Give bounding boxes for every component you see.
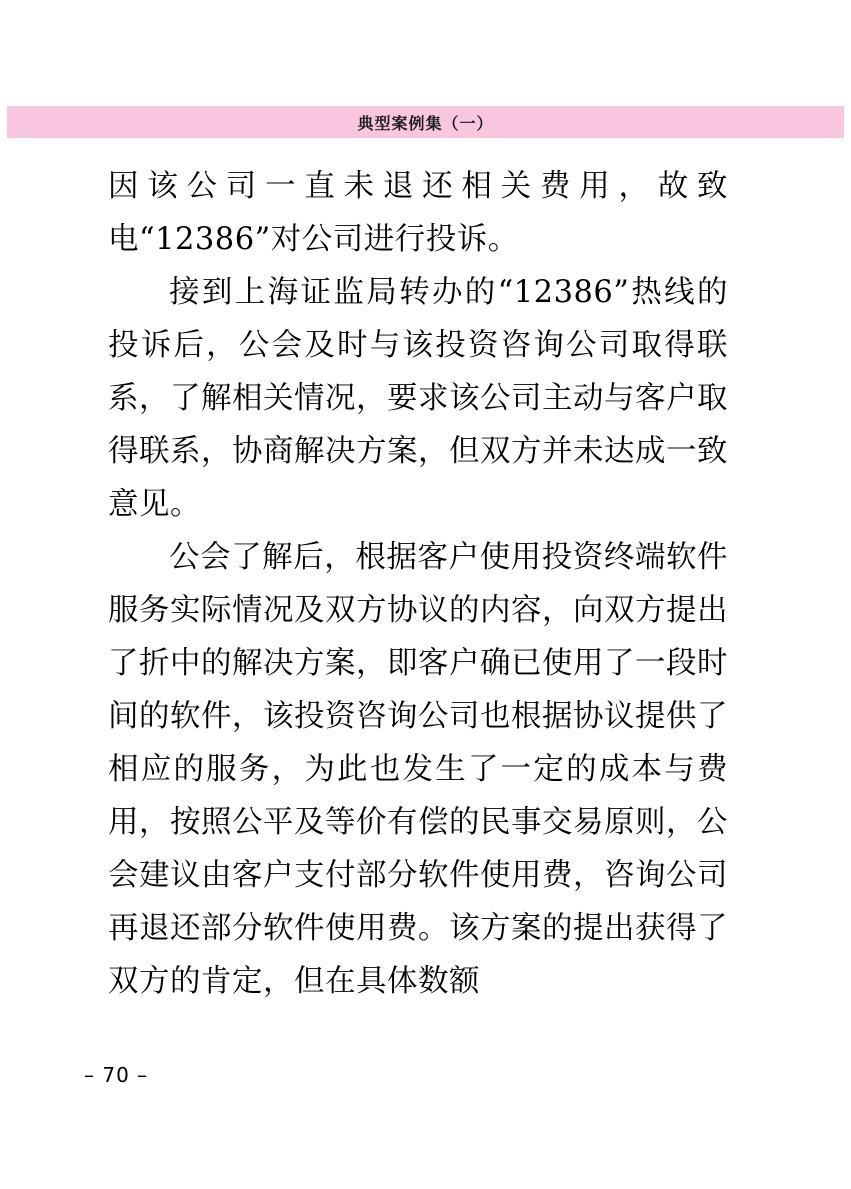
body-text-block (108, 160, 728, 1008)
running-header-title: 典型案例集（一） (357, 113, 494, 133)
paragraph-1: 因该公司一直未退还相关费用，故致电“12386”对公司进行投诉。 (108, 169, 728, 257)
page-number: – 70 – (84, 1063, 149, 1087)
running-header (7, 106, 844, 138)
paragraph-2: 接到上海证监局转办的“12386”热线的投诉后，公会及时与该投资咨询公司取得联系，了解相关情况，要求该公司主动与客户取得联系，协商解决方案，但双方并未达成一致意见。 (108, 275, 728, 522)
paragraph-3: 公会了解后，根据客户使用投资终端软件服务实际情况及双方协议的内容，向双方提出了折中的解决方案，即客户确已使用了一段时间的软件，该投资咨询公司也根据协议提供了相应的服务，为此也发生了一定的成本与费用，按照公平及等价有偿的民事交易原则，公会建议由客户支付部分软件使用费，咨询公司再退还部分软件使用费。该方案的提出获得了双方的肯定，但在具体数额 (108, 540, 728, 999)
